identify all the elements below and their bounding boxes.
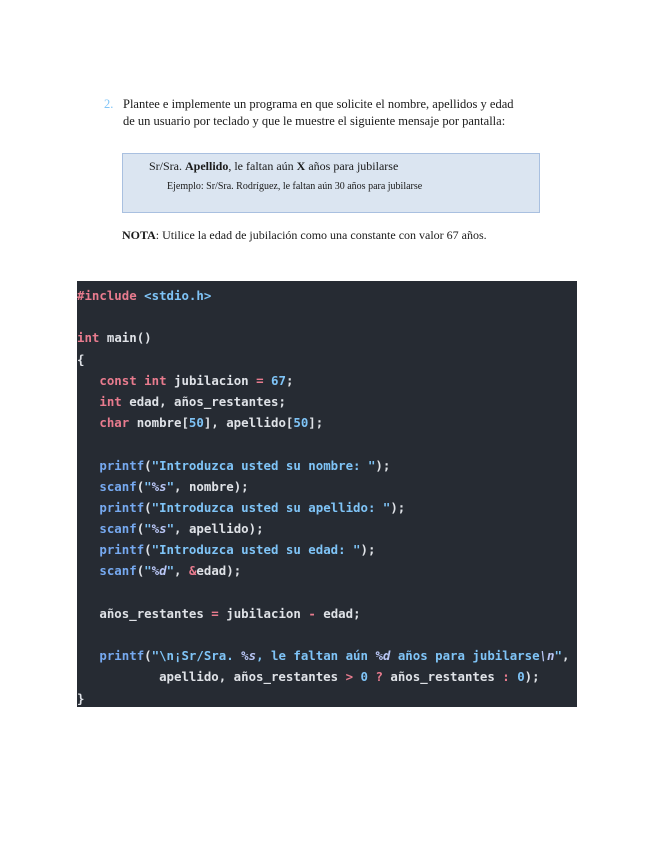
message-template: [149, 159, 398, 174]
message-example: Ejemplo: Sr/Sra. Rodríguez, le faltan aún 30 años para jubilarse: [167, 181, 423, 192]
code-token: ": [166, 521, 175, 537]
code-token: 50: [188, 415, 204, 431]
code-token: %s: [151, 521, 167, 537]
code-line: [77, 624, 577, 645]
code-token: (: [144, 648, 152, 664]
code-line: [77, 497, 577, 518]
code-token: (: [136, 563, 145, 579]
code-token: );: [375, 457, 391, 473]
code-token: "Introduzca usted su edad: ": [151, 542, 361, 558]
code-token: scanf: [99, 521, 137, 537]
code-token: 0: [517, 669, 525, 685]
code-token: (: [144, 542, 152, 558]
code-line: [77, 518, 577, 539]
template-apellido: Apellido: [185, 159, 229, 173]
code-line: [77, 645, 577, 666]
code-token: nombre[: [136, 415, 189, 431]
code-token: (: [144, 499, 152, 515]
code-token: %d: [375, 648, 391, 664]
code-token: int: [77, 330, 100, 346]
code-token: %s: [151, 478, 167, 494]
code-token: &: [188, 563, 197, 579]
code-line: scanf("%d", &edad);: [99, 563, 242, 579]
code-line: [77, 455, 577, 476]
code-line: [77, 603, 577, 624]
code-token: años para jubilarse: [390, 648, 540, 664]
code-line: [77, 433, 577, 454]
code-token: ,: [561, 648, 570, 664]
code-token: ?: [375, 669, 383, 685]
code-token: #include: [77, 288, 137, 303]
code-token: años_restantes: [99, 605, 204, 621]
code-token: printf: [99, 457, 145, 473]
code-token: ": [554, 648, 562, 664]
code-token: int: [144, 372, 167, 388]
message-example-box: [122, 153, 540, 213]
code-token: =: [211, 605, 219, 621]
code-token: -: [308, 605, 316, 621]
code-token: >: [345, 669, 354, 685]
code-line: [77, 666, 577, 687]
code-token: , apellido);: [174, 521, 264, 537]
code-line: [77, 539, 577, 560]
code-token: );: [524, 669, 540, 685]
code-token: const: [99, 372, 137, 388]
code-token: ": [166, 563, 175, 579]
code-token: );: [390, 499, 406, 515]
code-line: [77, 391, 577, 412]
code-token: ": [144, 478, 152, 494]
code-token: "Introduzca usted su apellido: ": [151, 499, 391, 515]
question-line-1: Plantee e implemente un programa en que solicite el nombre, apellidos y edad: [123, 97, 514, 111]
code-token: ": [166, 478, 175, 494]
code-token: %d: [151, 563, 167, 579]
code-token: edad, años_restantes;: [129, 393, 286, 409]
code-token: edad;: [323, 605, 361, 621]
code-token: \n: [539, 648, 555, 664]
code-token: %s: [241, 648, 257, 664]
code-token: ;: [285, 372, 294, 388]
code-line: [77, 582, 577, 603]
template-mid: , le faltan aún: [228, 159, 297, 173]
note: [122, 228, 487, 243]
code-token: (: [136, 521, 145, 537]
code-token: jubilacion: [174, 372, 249, 388]
code-token: 67: [271, 372, 286, 388]
code-token: =: [256, 372, 264, 388]
code-token: (): [136, 330, 152, 346]
template-x: X: [296, 159, 306, 173]
code-token: char: [99, 415, 130, 431]
code-token: , nombre);: [174, 478, 249, 494]
question-text: [123, 96, 554, 130]
code-line: [77, 306, 577, 327]
code-token: edad);: [196, 563, 242, 579]
code-token: printf: [99, 648, 145, 664]
code-token: "Introduzca usted su nombre: ": [151, 457, 376, 473]
code-token: (: [136, 478, 145, 494]
code-token: scanf: [99, 478, 137, 494]
code-line: [77, 412, 577, 433]
code-line: [77, 688, 577, 709]
question-2: [104, 96, 554, 130]
question-number: 2.: [104, 97, 114, 111]
code-line: [77, 327, 577, 348]
code-token: ];: [308, 415, 324, 431]
code-token: :: [502, 669, 510, 685]
code-line: [77, 349, 577, 370]
code-token: "\n¡Sr/Sra.: [151, 648, 242, 664]
code-token: int: [99, 393, 122, 409]
question-line-2: de un usuario por teclado y que le muestre el siguiente mensaje por pantalla:: [123, 114, 506, 128]
code-token: 0: [360, 669, 368, 685]
code-line: [77, 370, 577, 391]
template-prefix: Sr/Sra.: [149, 159, 185, 173]
code-token: , le faltan aún: [256, 648, 376, 664]
code-token: (: [144, 457, 152, 473]
code-token: apellido, años_restantes: [159, 669, 346, 685]
code-token: <stdio.h>: [144, 288, 212, 303]
code-token: 50: [293, 415, 309, 431]
note-text: : Utilice la edad de jubilación como una constante con valor 67 años.: [155, 228, 487, 242]
code-token: ], apellido[: [203, 415, 294, 431]
code-line: [77, 476, 577, 497]
note-label: NOTA: [122, 228, 156, 242]
code-token: scanf: [99, 563, 137, 579]
code-block: [77, 281, 577, 707]
code-token: );: [360, 542, 376, 558]
code-token: ": [144, 521, 152, 537]
code-token: main: [106, 330, 137, 346]
template-suffix: años para jubilarse: [305, 159, 399, 173]
code-token: {: [77, 351, 85, 367]
code-token: jubilacion: [226, 605, 301, 621]
code-token: }: [77, 690, 85, 706]
code-token: printf: [99, 542, 145, 558]
code-token: printf: [99, 499, 145, 515]
code-token: ": [144, 563, 152, 579]
code-line: [77, 285, 577, 306]
code-token: años_restantes: [382, 669, 503, 685]
